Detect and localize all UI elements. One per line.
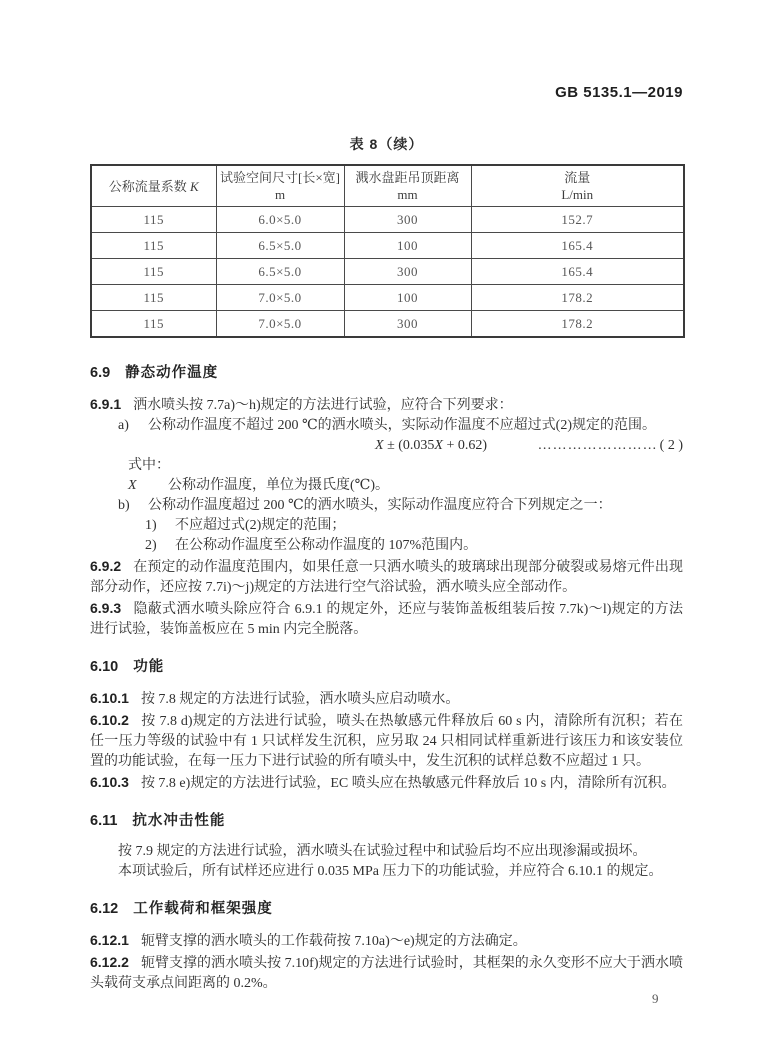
doc-header <box>90 84 683 102</box>
column-header-deflector-distance <box>344 165 471 207</box>
formula-where-label: 式中： <box>128 458 170 473</box>
clause-6-12-1 <box>90 930 683 952</box>
data-table <box>90 164 685 338</box>
section-title: 静态动作温度 <box>125 365 219 381</box>
formula-expression: X ± (0.035X + 0.62) <box>375 438 488 453</box>
section-number: 6.10 <box>90 659 119 675</box>
list-item-text: 公称动作温度不超过 200 ℃的洒水喷头，实际动作温度不应超过式(2)规定的范围。 <box>148 418 656 433</box>
table-cell: 7.0×5.0 <box>216 311 344 338</box>
column-header-flow-rate <box>471 165 684 207</box>
list-marker: 1) <box>145 518 157 533</box>
section-number: 6.12 <box>90 901 119 917</box>
paragraph: 本项试验后，所有试样还应进行 0.035 MPa 压力下的功能试验，并应符合 6.10.1 的规定。 <box>118 864 663 879</box>
clause-number: 6.10.3 <box>90 774 129 790</box>
formula-number: ( 2 ) <box>659 438 683 453</box>
column-header-unit: L/min <box>561 187 594 202</box>
paragraph: 按 7.9 规定的方法进行试验，洒水喷头在试验过程中和试验后均不应出现渗漏或损坏。 <box>118 844 647 859</box>
table-cell: 100 <box>344 285 471 311</box>
table-cell: 115 <box>91 259 216 285</box>
column-header-label: 溅水盘距吊顶距离 <box>355 170 460 185</box>
table-cell: 300 <box>344 207 471 233</box>
column-header-label: 流量 <box>564 170 591 185</box>
table-cell: 115 <box>91 311 216 338</box>
clause-6-10-2 <box>90 710 683 772</box>
clause-6-9-1 <box>90 394 683 416</box>
table-cell: 165.4 <box>471 233 684 259</box>
table-cell: 178.2 <box>471 285 684 311</box>
section-title: 工作载荷和框架强度 <box>133 901 273 917</box>
column-header-flow-coefficient <box>91 165 216 207</box>
sublist-item-1 <box>90 516 683 536</box>
section-title: 功能 <box>133 659 165 675</box>
clause-text: 在预定的动作温度范围内，如果任意一只洒水喷头的玻璃球出现部分破裂或易熔元件出现部分动作，还应按 7.7i)～j)规定的方法进行空气浴试验，洒水喷头应全部动作。 <box>90 560 683 595</box>
list-item-text: 不应超过式(2)规定的范围； <box>175 518 346 533</box>
list-marker: 2) <box>145 538 157 553</box>
sublist-item-2 <box>90 536 683 556</box>
table-cell: 115 <box>91 285 216 311</box>
table-cell: 6.5×5.0 <box>216 259 344 285</box>
page-number: 9 <box>652 991 659 1006</box>
list-marker: a) <box>118 418 129 433</box>
clause-text: 按 7.8 d)规定的方法进行试验，喷头在热敏感元件释放后 60 s 内，清除所有沉积；若在任一压力等级的试验中有 1 只试样发生沉积，应另取 24 只相同试样重新进行该压力和该安装位置的功能试验，在每一压力下进行试验的所有喷头中，发生沉积的试样总数不应超过 1 只。 <box>90 714 683 769</box>
section-heading-6-9 <box>90 361 683 382</box>
table-cell: 115 <box>91 207 216 233</box>
column-header-unit: mm <box>397 187 418 202</box>
symbol-X: X <box>128 478 137 493</box>
section-number: 6.9 <box>90 365 111 381</box>
table-row <box>91 207 684 233</box>
table-cell: 115 <box>91 233 216 259</box>
clause-text: 按 7.8 规定的方法进行试验，洒水喷头应启动喷水。 <box>140 692 460 707</box>
section-number: 6.11 <box>90 813 118 829</box>
table-header-row <box>91 165 684 207</box>
table-row <box>91 233 684 259</box>
clause-number: 6.10.1 <box>90 690 129 706</box>
symbol-K: K <box>190 178 199 194</box>
section-title: 抗水冲击性能 <box>132 813 226 829</box>
table-cell: 7.0×5.0 <box>216 285 344 311</box>
column-header-test-space <box>216 165 344 207</box>
symbol-definition-text: 公称动作温度，单位为摄氏度(℃)。 <box>168 478 389 493</box>
clause-text: 隐蔽式洒水喷头除应符合 6.9.1 的规定外，还应与装饰盖板组装后按 7.7k)～l)规定的方法进行试验，装饰盖板应在 5 min 内完全脱落。 <box>90 602 683 637</box>
clause-6-10-3 <box>90 772 683 794</box>
clause-6-10-1 <box>90 688 683 710</box>
clause-6-12-2 <box>90 952 683 994</box>
table-cell: 6.5×5.0 <box>216 233 344 259</box>
table-title: 表 8（续） <box>349 136 424 152</box>
column-header-label: 试验空间尺寸[长×宽] <box>220 170 340 185</box>
list-item-text: 公称动作温度超过 200 ℃的洒水喷头，实际动作温度应符合下列规定之一： <box>148 498 612 513</box>
section-heading-6-11 <box>90 809 683 830</box>
table-row <box>91 285 684 311</box>
clause-number: 6.9.3 <box>90 600 122 616</box>
clause-number: 6.10.2 <box>90 712 129 728</box>
clause-number: 6.9.2 <box>90 558 122 574</box>
table-cell: 152.7 <box>471 207 684 233</box>
clause-text: 轭臂支撑的洒水喷头按 7.10f)规定的方法进行试验时，其框架的永久变形不应大于洒水喷头载荷支承点间距离的 0.2%。 <box>90 956 683 991</box>
table-cell: 6.0×5.0 <box>216 207 344 233</box>
list-item-text: 在公称动作温度至公称动作温度的 107%范围内。 <box>175 538 478 553</box>
clause-text: 按 7.8 e)规定的方法进行试验，EC 喷头应在热敏感元件释放后 10 s 内，清除所有沉积。 <box>140 776 676 791</box>
column-header-unit: m <box>274 187 286 202</box>
column-header-label: 公称流量系数 <box>108 178 191 194</box>
table-cell: 165.4 <box>471 259 684 285</box>
symbol-definition-X <box>90 476 683 496</box>
section-heading-6-12 <box>90 897 683 918</box>
table-body <box>91 207 684 338</box>
list-item-b <box>90 496 683 516</box>
table-cell: 100 <box>344 233 471 259</box>
clause-number: 6.12.1 <box>90 932 129 948</box>
list-marker: b) <box>118 498 130 513</box>
formula-leader-dots: …………………… <box>537 438 658 453</box>
clause-text: 洒水喷头按 7.7a)～h)规定的方法进行试验，应符合下列要求： <box>133 398 513 413</box>
list-item-a <box>90 416 683 436</box>
table-cell: 300 <box>344 311 471 338</box>
clause-number: 6.12.2 <box>90 954 129 970</box>
clause-number: 6.9.1 <box>90 396 122 412</box>
table-row <box>91 259 684 285</box>
table-cell: 178.2 <box>471 311 684 338</box>
table-row <box>91 311 684 338</box>
clause-6-9-3 <box>90 598 683 640</box>
table-cell: 300 <box>344 259 471 285</box>
section-heading-6-10 <box>90 655 683 676</box>
standard-number: GB 5135.1—2019 <box>555 84 683 101</box>
clause-6-9-2 <box>90 556 683 598</box>
formula-2 <box>90 436 683 456</box>
clause-text: 轭臂支撑的洒水喷头的工作载荷按 7.10a)～e)规定的方法确定。 <box>140 934 527 949</box>
